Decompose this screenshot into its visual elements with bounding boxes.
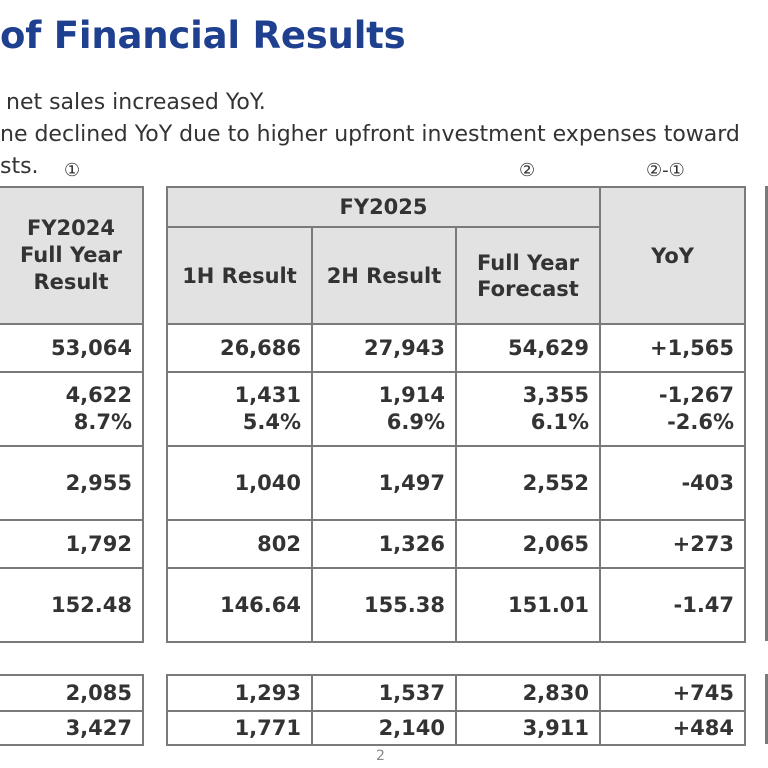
table-cell: -403: [600, 446, 745, 520]
fy2025-group-header: FY2025: [167, 187, 600, 227]
summary-line-1: net sales increased YoY.: [6, 90, 266, 115]
table-cell: 1,537: [312, 675, 456, 711]
table-cell: 1,914 6.9%: [312, 372, 456, 446]
table-cell: 26,686: [167, 324, 312, 372]
table-cell: +1,565: [600, 324, 745, 372]
table-cell: 1,431 5.4%: [167, 372, 312, 446]
table-cell: 1,040: [167, 446, 312, 520]
fy2025-bottom-table: [166, 674, 746, 746]
fy2024-cell: 152.48: [0, 568, 143, 642]
fy2024-cell: 2,955: [0, 446, 143, 520]
fy2024-bottom-cell: 2,085: [0, 675, 143, 711]
fy2025-table: [166, 186, 746, 643]
table-cell: 146.64: [167, 568, 312, 642]
2h-result-header: 2H Result: [312, 227, 456, 324]
fy2024-header: FY2024 Full Year Result: [0, 187, 143, 324]
fy2024-cell: 4,622 8.7%: [0, 372, 143, 446]
table-cell: 2,830: [456, 675, 600, 711]
fy2024-cell: 53,064: [0, 324, 143, 372]
table-cell: 2,552: [456, 446, 600, 520]
table-cell: 1,293: [167, 675, 312, 711]
page-title: of Financial Results: [0, 14, 406, 57]
yoy-header: YoY: [600, 187, 745, 324]
table-cell: 2,065: [456, 520, 600, 568]
table-cell: 3,911: [456, 711, 600, 745]
fy2024-bottom-cell: 3,427: [0, 711, 143, 745]
fy2024-bottom-table: [0, 674, 144, 746]
table-cell: +273: [600, 520, 745, 568]
full-year-forecast-header: Full Year Forecast: [456, 227, 600, 324]
table-cell: 1,771: [167, 711, 312, 745]
table-cell: 1,497: [312, 446, 456, 520]
fy2024-table: [0, 186, 144, 643]
column-marker-2: ②: [519, 160, 536, 181]
table-cell: +745: [600, 675, 745, 711]
table-cell: 27,943: [312, 324, 456, 372]
table-cell: 2,140: [312, 711, 456, 745]
table-cell: 155.38: [312, 568, 456, 642]
fy2024-cell: 1,792: [0, 520, 143, 568]
table-cell: +484: [600, 711, 745, 745]
table-cell: 3,355 6.1%: [456, 372, 600, 446]
table-cell: 802: [167, 520, 312, 568]
summary-line-2: ne declined YoY due to higher upfront investment expenses toward: [0, 122, 740, 147]
table-cell: 151.01: [456, 568, 600, 642]
table-cell: 54,629: [456, 324, 600, 372]
column-marker-1: ①: [64, 160, 81, 181]
table-cell: -1.47: [600, 568, 745, 642]
table-cell: 1,326: [312, 520, 456, 568]
page-number: 2: [376, 748, 385, 764]
column-marker-diff: ②-①: [646, 160, 685, 181]
1h-result-header: 1H Result: [167, 227, 312, 324]
summary-line-3: sts.: [0, 154, 39, 179]
table-cell: -1,267 -2.6%: [600, 372, 745, 446]
